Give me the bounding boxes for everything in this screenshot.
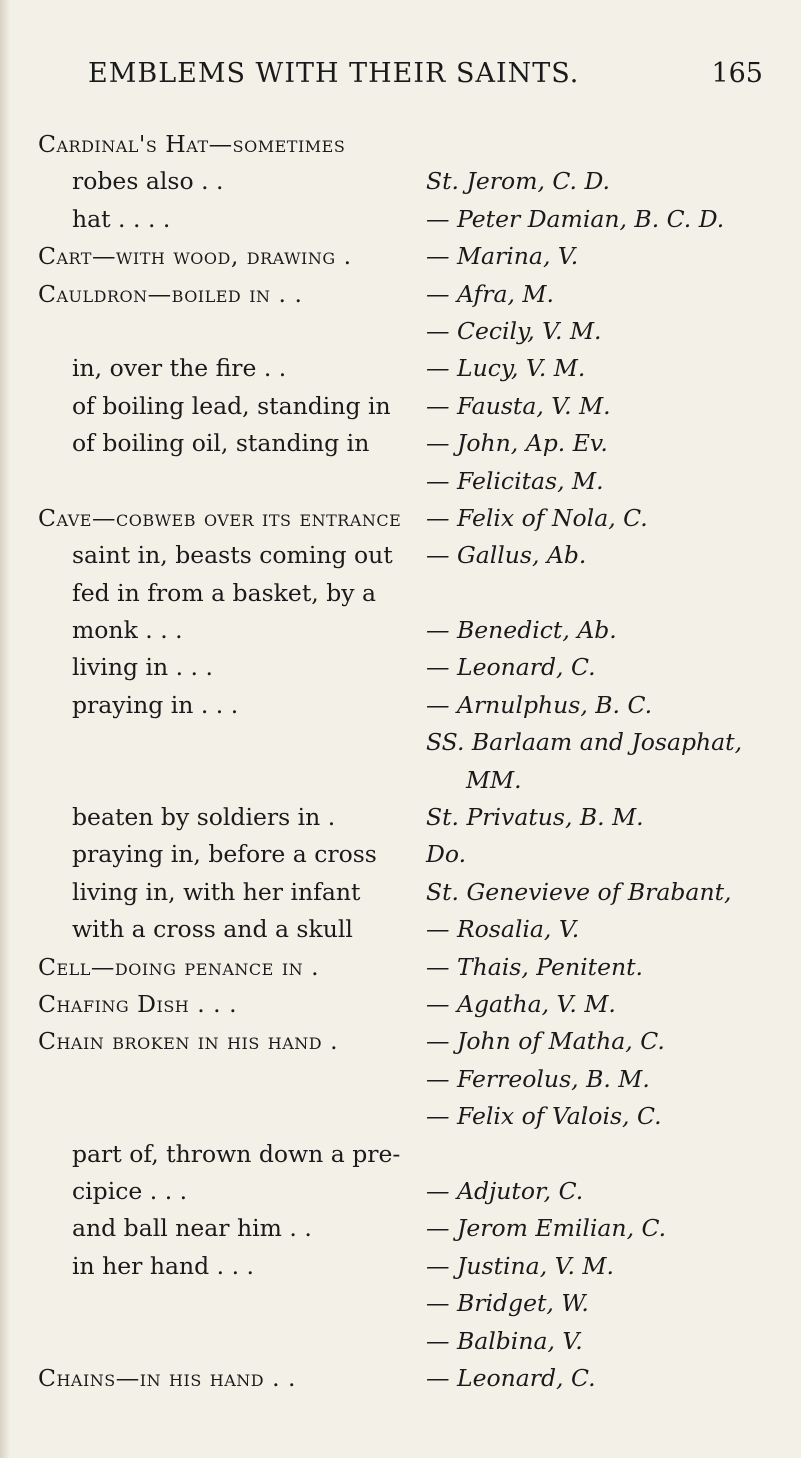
emblem-subentry: of boiling lead, standing in — [72, 391, 391, 420]
index-row — [0, 205, 801, 242]
saint-name: St. Genevieve of Brabant, — [426, 877, 732, 906]
saint-name: MM. — [466, 765, 522, 794]
emblem-subentry: hat . . . . — [72, 204, 171, 233]
index-row — [0, 579, 801, 616]
saint-name: — Afra, M. — [426, 279, 554, 308]
emblem-heading: Cardinal's Hat—sometimes — [38, 130, 346, 158]
saint-name: — Thais, Penitent. — [426, 952, 644, 981]
index-row — [0, 317, 801, 354]
emblem-subentry: and ball near him . . — [72, 1214, 312, 1243]
emblem-subentry: cipice . . . — [72, 1176, 188, 1205]
emblem-subentry: robes also . . — [72, 167, 224, 196]
emblem-subentry: fed in from a basket, by a — [72, 578, 376, 607]
index-row — [0, 354, 801, 391]
saint-name: — Agatha, V. M. — [426, 989, 616, 1018]
index-row — [0, 1027, 801, 1064]
saint-name: — John, Ap. Ev. — [426, 429, 608, 458]
saint-name: — John of Matha, C. — [426, 1027, 665, 1056]
saint-name: — Leonard, C. — [426, 1363, 596, 1392]
emblem-heading: Chain broken in his hand . — [38, 1027, 339, 1056]
emblem-subentry: saint in, beasts coming out — [72, 541, 393, 570]
saint-name: — Lucy, V. M. — [426, 354, 586, 383]
index-row — [0, 1364, 801, 1401]
emblem-heading: Chains—in his hand . . — [38, 1363, 296, 1392]
emblem-subentry: with a cross and a skull — [72, 915, 353, 944]
index-row — [0, 766, 801, 803]
emblem-subentry: of boiling oil, standing in — [72, 429, 370, 458]
emblem-subentry: living in, with her infant — [72, 877, 361, 906]
index-row — [0, 990, 801, 1027]
saint-name: — Arnulphus, B. C. — [426, 690, 653, 719]
emblem-subentry: beaten by soldiers in . — [72, 803, 336, 832]
emblem-subentry: living in . . . — [72, 653, 213, 682]
saint-name: — Rosalia, V. — [426, 915, 580, 944]
index-row — [0, 242, 801, 279]
index-row — [0, 1252, 801, 1289]
emblem-heading: Cauldron—boiled in . . — [38, 279, 303, 308]
index-row — [0, 691, 801, 728]
index-row — [0, 1289, 801, 1326]
saint-name: Do. — [426, 840, 467, 869]
emblem-subentry: praying in, before a cross — [72, 840, 377, 869]
index-row — [0, 878, 801, 915]
index-row — [0, 1065, 801, 1102]
index-row — [0, 953, 801, 990]
saint-name: — Marina, V. — [426, 242, 579, 271]
saint-name: — Balbina, V. — [426, 1326, 583, 1355]
saint-name: — Felix of Nola, C. — [426, 503, 648, 532]
index-row — [0, 429, 801, 466]
saint-name: — Ferreolus, B. M. — [426, 1064, 650, 1093]
saint-name: — Felicitas, M. — [426, 466, 604, 495]
index-row — [0, 803, 801, 840]
index-row — [0, 653, 801, 690]
index-row — [0, 1140, 801, 1177]
saint-name: — Peter Damian, B. C. D. — [426, 204, 725, 233]
saint-name: — Justina, V. M. — [426, 1251, 614, 1280]
emblem-heading: Chafing Dish . . . — [38, 989, 238, 1018]
saint-name: — Felix of Valois, C. — [426, 1102, 662, 1131]
emblem-subentry: praying in . . . — [72, 690, 239, 719]
index-row — [0, 392, 801, 429]
index-row — [0, 840, 801, 877]
index-row — [0, 1102, 801, 1139]
emblem-saint-index — [0, 130, 801, 1401]
index-row — [0, 130, 801, 167]
index-row — [0, 915, 801, 952]
index-row — [0, 467, 801, 504]
index-row — [0, 504, 801, 541]
saint-name: — Gallus, Ab. — [426, 541, 587, 570]
index-row — [0, 1177, 801, 1214]
running-header — [0, 58, 801, 98]
saint-name: — Benedict, Ab. — [426, 616, 617, 645]
emblem-subentry: monk . . . — [72, 616, 183, 645]
running-title: EMBLEMS WITH THEIR SAINTS. — [88, 58, 580, 89]
index-row — [0, 1214, 801, 1251]
saint-name: — Cecily, V. M. — [426, 316, 602, 345]
emblem-subentry: in, over the fire . . — [72, 354, 287, 383]
saint-name: SS. Barlaam and Josaphat, — [426, 728, 743, 757]
saint-name: St. Privatus, B. M. — [426, 803, 644, 832]
emblem-heading: Cart—with wood, drawing . — [38, 242, 352, 271]
index-row — [0, 728, 801, 765]
index-row — [0, 167, 801, 204]
emblem-subentry: in her hand . . . — [72, 1251, 255, 1280]
index-row — [0, 280, 801, 317]
saint-name: St. Jerom, C. D. — [426, 167, 610, 196]
index-row — [0, 1327, 801, 1364]
saint-name: — Leonard, C. — [426, 653, 596, 682]
page-number: 165 — [711, 58, 763, 89]
emblem-heading: Cave—cobweb over its entrance — [38, 503, 402, 532]
index-row — [0, 616, 801, 653]
emblem-heading: Cell—doing penance in . — [38, 952, 320, 981]
saint-name: — Jerom Emilian, C. — [426, 1214, 667, 1243]
emblem-subentry: part of, thrown down a pre- — [72, 1139, 401, 1168]
saint-name: — Bridget, W. — [426, 1289, 589, 1318]
saint-name: — Adjutor, C. — [426, 1176, 584, 1205]
index-row — [0, 541, 801, 578]
saint-name: — Fausta, V. M. — [426, 391, 611, 420]
